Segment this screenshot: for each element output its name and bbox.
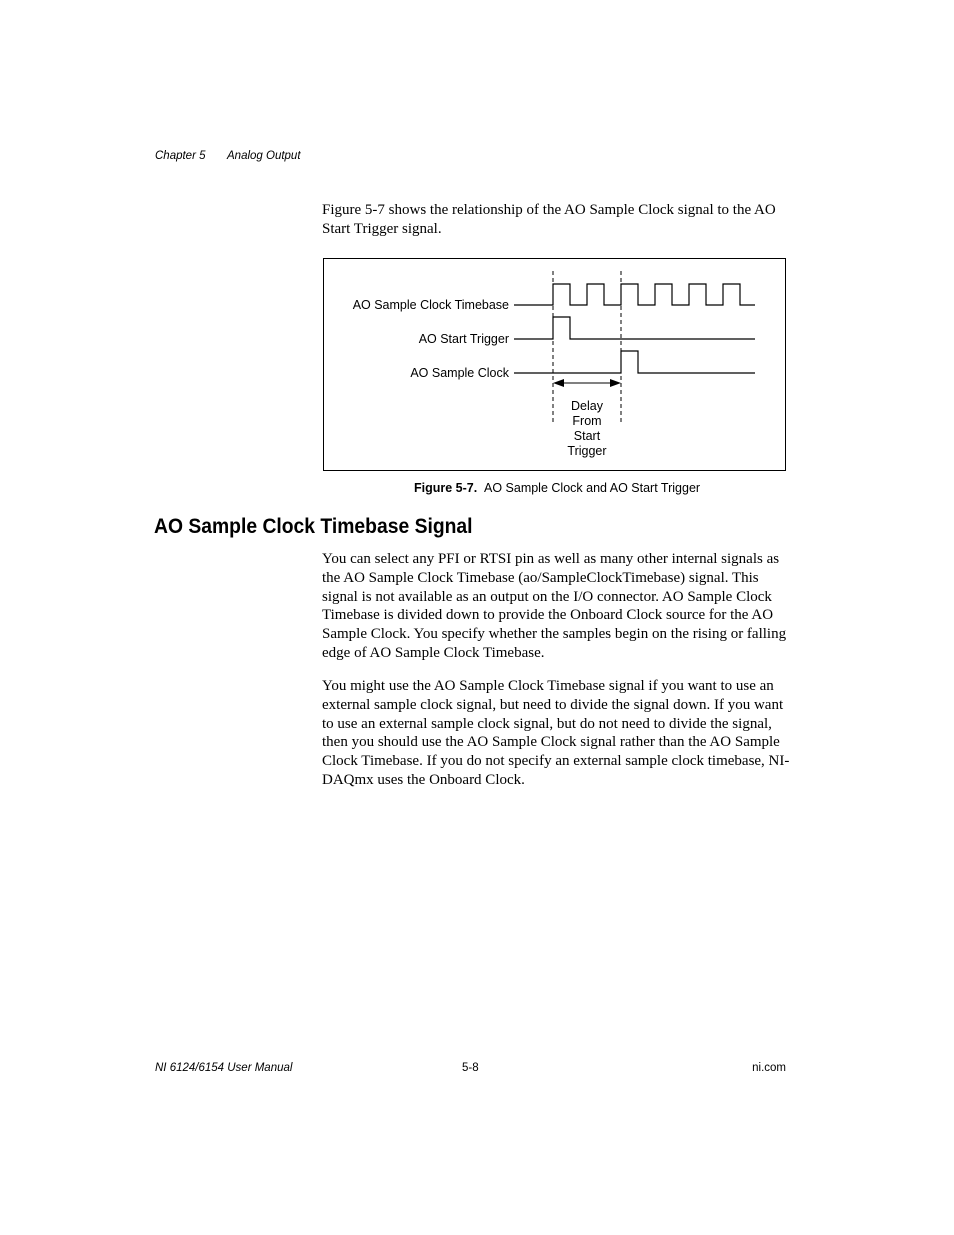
delay-label-line-4: Trigger xyxy=(567,444,607,458)
intro-paragraph: Figure 5-7 shows the relationship of the AO Sample Clock signal to the AO Start Trigger signal. xyxy=(322,202,776,237)
body-paragraph-2: You might use the AO Sample Clock Timebase signal if you want to use an external sample clock signal, but need to divide the signal down. If you want to use an external sample clock signal, but do not need to divide the signal, then you should use the AO Sample Clock signal rather than the AO Sample Clock Timebase. If you do not specify an external sample clock timebase, NI-DAQmx uses the Onboard Clock. xyxy=(322,678,790,788)
waveform-sample-clock xyxy=(514,351,755,373)
timing-diagram-svg xyxy=(324,259,785,470)
header-section: Analog Output xyxy=(227,150,301,162)
footer-website: ni.com xyxy=(752,1062,786,1074)
delay-label-line-2: From xyxy=(572,414,602,428)
footer-page-number: 5-8 xyxy=(462,1062,479,1074)
figure-caption-label: Figure 5-7. xyxy=(414,481,478,495)
figure-caption-text: AO Sample Clock and AO Start Trigger xyxy=(484,481,701,495)
label-start-trigger: AO Start Trigger xyxy=(418,332,509,346)
delay-label-line-3: Start xyxy=(573,429,601,443)
label-timebase: AO Sample Clock Timebase xyxy=(352,298,509,312)
running-header xyxy=(155,150,301,162)
footer-manual-title: NI 6124/6154 User Manual xyxy=(155,1062,293,1074)
body-paragraph-1: You can select any PFI or RTSI pin as well as many other internal signals as the AO Sample Clock Timebase (ao/SampleClockTimebase) signal. This signal is not available as an output on the I/O connector. AO Sample Clock Timebase is divided down to provide the Onboard Clock source for the AO Sample Clock. You specify whether the samples begin on the rising or falling edge of AO Sample Clock Timebase. xyxy=(322,551,787,661)
delay-label-line-1: Delay xyxy=(571,399,603,413)
section-heading: AO Sample Clock Timebase Signal xyxy=(154,515,473,538)
timing-diagram xyxy=(323,258,786,471)
header-chapter: Chapter 5 xyxy=(155,150,206,162)
delay-arrow-right-head xyxy=(610,379,621,387)
waveform-start-trigger xyxy=(514,317,755,339)
delay-arrow-left-head xyxy=(553,379,564,387)
label-sample-clock: AO Sample Clock xyxy=(410,366,509,380)
waveform-timebase xyxy=(514,284,755,305)
